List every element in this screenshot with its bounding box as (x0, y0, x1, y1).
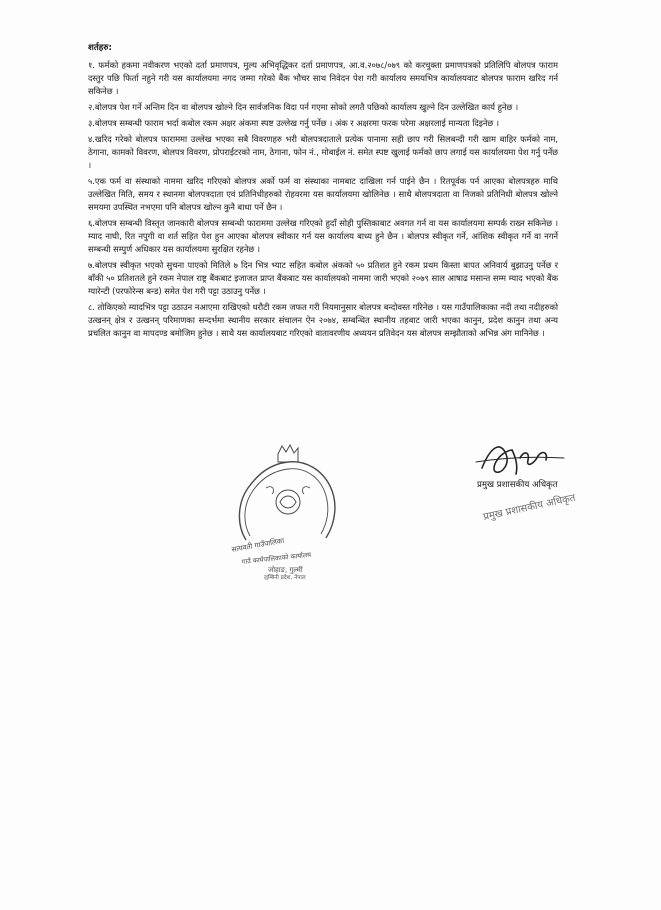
document-body (88, 42, 558, 343)
designation-stamp (480, 490, 600, 530)
designation-stamp-text: प्रमुख प्रशासकीय अधिकृत (482, 492, 577, 523)
clause-7: ७.बोलपत्र स्वीकृत भएको सुचना पाएको मितिले ७ दिन भित्र भ्याट सहित कबोल अंकको ५० प्रतिशत हुने रकम प्रथम किस्ता बापत अनिवार्य बुझाउनु पर्नेछ र बाँकी ५० प्रतिशतले हुने रकम नेपाल राष्ट्र बैंकबाट इजाजत प्राप्त बैंकबाट यस कार्यालयको नाममा जारी भएको २०७९ साल आषाढ मसान्त सम्म म्याद भएको बैंक ग्यारेन्टी (परफोरेन्स बन्ड) समेत पेश गरी पट्टा उठाउनु पर्नेछ । (88, 260, 558, 296)
office-seal (226, 444, 350, 580)
clause-4: ४.खरिद गरेको बोलपत्र फाराममा उल्लेख भएका सबै विवरणहरु भरी बोलपत्रदाताले प्रत्येक पानामा सही छाप गरी सिलबन्दी गरी खाम बाहिर फर्मको नाम, ठेगाना, कामको विवरण, बोलपत्र विवरण, प्रोपराईटरको नाम, ठेगाना, फोन नं., मोबाईल नं. समेत स्पष्ट खुलाई फर्मको छाप लगाई यस कार्यालयमा पेश गर्नु पर्नेछ । (88, 134, 558, 170)
clause-8: ८. तोकिएको म्यादभित्र पट्टा उठाउन नआएमा राखिएको धरौटी रकम जफत गरी नियमानुसार बोलपत्र बन्दोवस्त गरिनेछ । यस गाउँपालिकाका नदी तथा नदीहरुको उत्खनन् क्षेत्र र उत्खनन् परिमाणका सन्दर्भमा स्थानीय सरकार संचालन ऐन २०७४, सम्बन्धित स्थानीय तहबाट जारी भएका कानुन, प्रदेश कानुन तथा अन्य प्रचलित कानुन वा मापदण्ड बमोजिम हुनेछ । साथै यस कार्यालयबाट गरिएको वातावरणीय अध्ययन प्रतिवेदन यस बोलपत्र सम्झौताको अभिन्न अंग मानिनेछ । (88, 302, 559, 338)
clause-1: १. फर्मको हकमा नवीकरण भएको दर्ता प्रमाणपत्र, मुल्य अभिवृद्धिकर दर्ता प्रमाणपत्र, आ.व.२०७८/०७९ को करचुक्ता प्रमाणपत्रको प्रतिलिपि बोलपत्र फाराम दस्तुर पछि फिर्ता नहुने गरी यस कार्यालयमा नगद जम्मा गरेको बैंक भौचर साथ निवेदन पेश गरी कार्यालय समयभित्र कार्यालयवाट बोलपत्र फाराम खरिद गर्न सकिनेछ । (88, 60, 558, 96)
seal-text-top: सत्यवती गाउँपालिका (230, 535, 285, 554)
seal-text-province: लुम्बिनी प्रदेश, नेपाल (264, 575, 306, 580)
designation-label: प्रमुख प्रशासकीय अधिकृत (477, 480, 558, 490)
seal-text-middle: गाउँ कार्यपालिकाको कार्यालय (241, 550, 312, 566)
clause-5: ५.एक फर्म वा संस्थाको नाममा खरिद गरिएको बोलपत्र अर्को फर्म वा संस्थाका नामबाट दाखिला गर्न पाईने छैन । रितपूर्वक पर्न आएका बोलपत्रहरु माथि उल्लेखित मिति, समय र स्थानमा बोलपत्रदाता एवं प्रतिनिधीहरुको रोहवरमा यस कार्यालयमा खोलिनेछ । साथै बोलपत्रदाता वा निजको प्रतिनिधी बोलपत्र खोल्ने समयमा उपस्थित नभएमा पनि बोलपत्र खोल्न कुनै बाधा पर्ने छैन । (88, 176, 558, 212)
clause-6: ६.बोलपत्र सम्बन्धी विस्तृत जानकारी बोलपत्र सम्बन्धी फाराममा उल्लेख गरिएको हुदाँ सोही पुस्तिकाबाट अवगत गर्न वा यस कार्यालयमा सम्पर्क राख्न सकिनेछ । म्याद नाघी, रित नपुगी वा शर्त सहित पेश हुन आएका बोलपत्र स्वीकार गर्न यस कार्यालय बाध्य हुने छैन । बोलपत्र स्वीकृत गर्ने, आंशिक स्वीकृत गर्ने वा नगर्ने सम्बन्धी सम्पुर्ण अधिकार यस कार्यालयमा सुरक्षित रहनेछ । (88, 218, 558, 254)
clause-2: २.बोलपत्र पेश गर्ने अन्तिम दिन वा बोलपत्र खोल्ने दिन सार्वजनिक विदा पर्न गएमा सोको लगतै पछिको कार्यालय खुल्ने दिन उल्लेखित कार्य हुनेछ । (88, 102, 519, 112)
conditions-heading: शर्तहरु: (88, 43, 112, 53)
seal-text-bottom: जोहाङ, गुल्मी (268, 566, 303, 574)
clause-3: ३.बोलपत्र सम्बन्धी फाराम भर्दा कबोल रकम अक्षर अंकमा स्पष्ट उल्लेख गर्नु पर्नेछ । अंक र अक्षरमा फरक परेमा अक्षरलाई मान्यता दिइनेछ । (88, 118, 499, 128)
